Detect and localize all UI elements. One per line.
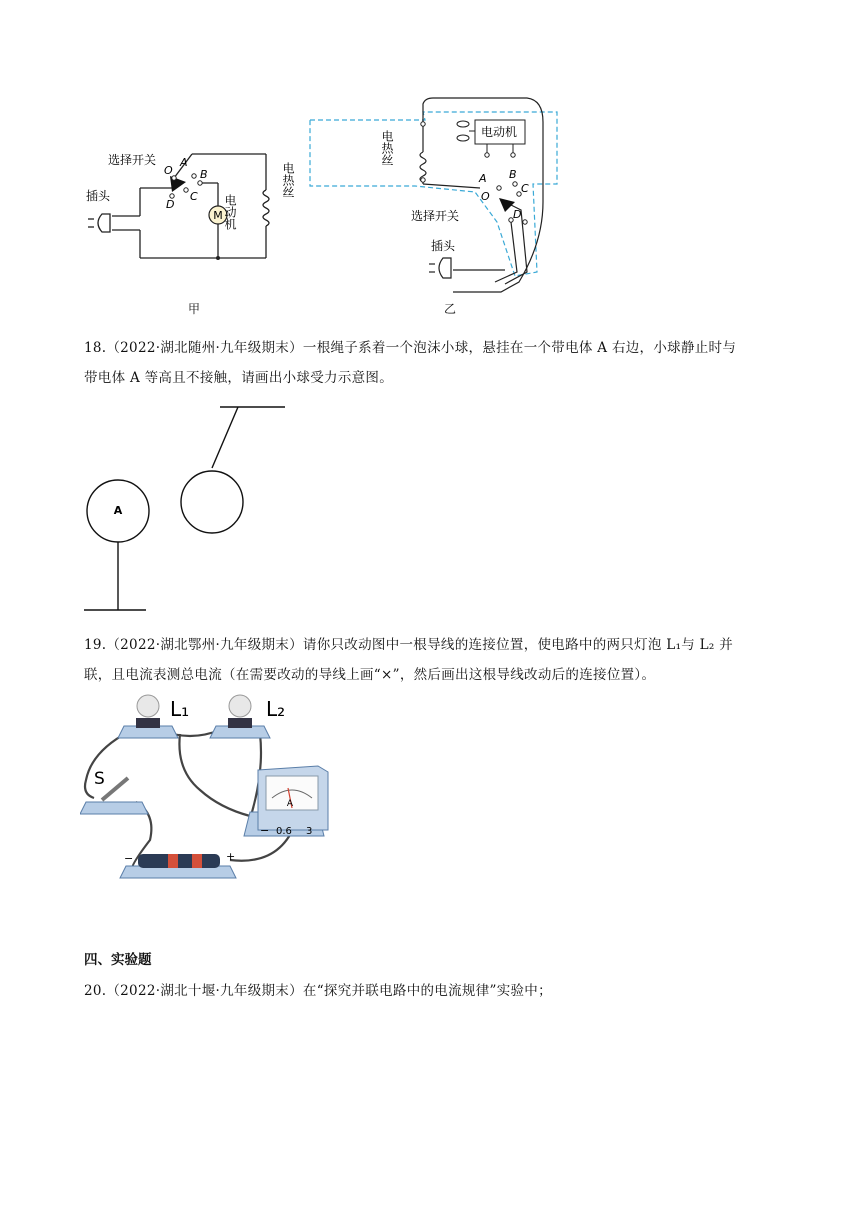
question-19 bbox=[84, 630, 784, 690]
lamp-l2-label: L₂ bbox=[266, 697, 286, 721]
ammeter-minus-label: − bbox=[260, 824, 270, 837]
yi-switch-label: 选择开关 bbox=[411, 209, 460, 223]
contact-c-label: C bbox=[190, 190, 198, 203]
contact-o-label: O bbox=[164, 164, 173, 177]
figure-q19-circuit bbox=[80, 690, 340, 890]
yi-contact-b-label: B bbox=[509, 168, 517, 181]
yi-contact-d-label: D bbox=[513, 208, 522, 221]
heater-label: 电热丝 bbox=[281, 162, 295, 198]
yi-contact-o-label: O bbox=[481, 190, 490, 203]
figure-jia bbox=[80, 138, 310, 268]
question-20-line1: 20.（2022·湖北十堰·九年级期末）在“探究并联电路中的电流规律”实验中； bbox=[84, 983, 552, 999]
question-18-line2: 带电体 A 等高且不接触，请画出小球受力示意图。 bbox=[84, 370, 394, 386]
ammeter-3-label: 3 bbox=[306, 826, 313, 837]
section-heading: 四、实验题 bbox=[84, 952, 152, 968]
yi-heater-label: 电热丝 bbox=[380, 130, 394, 166]
question-19-line1: 19.（2022·湖北鄂州·九年级期末）请你只改动图中一根导线的连接位置，使电路中的两只灯泡 L₁与 L₂ 并 bbox=[84, 637, 734, 653]
battery-minus-label: − bbox=[124, 852, 134, 865]
charged-body-a-label: A bbox=[113, 504, 123, 517]
ammeter-06-label: 0.6 bbox=[276, 826, 292, 837]
contact-b-label: B bbox=[200, 168, 208, 181]
contact-a-label: A bbox=[180, 156, 188, 169]
motor-label: 电动机 bbox=[223, 194, 237, 230]
figure-jia-caption: 甲 bbox=[188, 302, 201, 316]
switch-s-label: S bbox=[94, 769, 105, 789]
ammeter-unit-label: A bbox=[286, 799, 294, 809]
yi-motor-label: 电动机 bbox=[481, 125, 518, 139]
yi-contact-c-label: C bbox=[521, 182, 529, 195]
lamp-l1-label: L₁ bbox=[170, 697, 190, 721]
battery-plus-label: + bbox=[226, 850, 236, 863]
question-20 bbox=[84, 976, 784, 1006]
contact-d-label: D bbox=[166, 198, 175, 211]
switch-label: 选择开关 bbox=[108, 153, 157, 167]
motor-symbol-label: M bbox=[213, 209, 223, 222]
question-19-line2: 联，且电流表测总电流（在需要改动的导线上画“×”，然后画出这根导线改动后的连接位置）。 bbox=[84, 667, 656, 683]
figure-yi-caption: 乙 bbox=[444, 302, 457, 316]
figure-yi bbox=[305, 92, 570, 297]
yi-plug-label: 插头 bbox=[431, 239, 456, 253]
figure-q18 bbox=[80, 400, 300, 616]
plug-label: 插头 bbox=[86, 189, 111, 203]
question-18 bbox=[84, 333, 784, 393]
question-18-line1: 18.（2022·湖北随州·九年级期末）一根绳子系着一个泡沫小球，悬挂在一个带电体 A 右边，小球静止时与 bbox=[84, 340, 737, 356]
yi-contact-a-label: A bbox=[479, 172, 487, 185]
